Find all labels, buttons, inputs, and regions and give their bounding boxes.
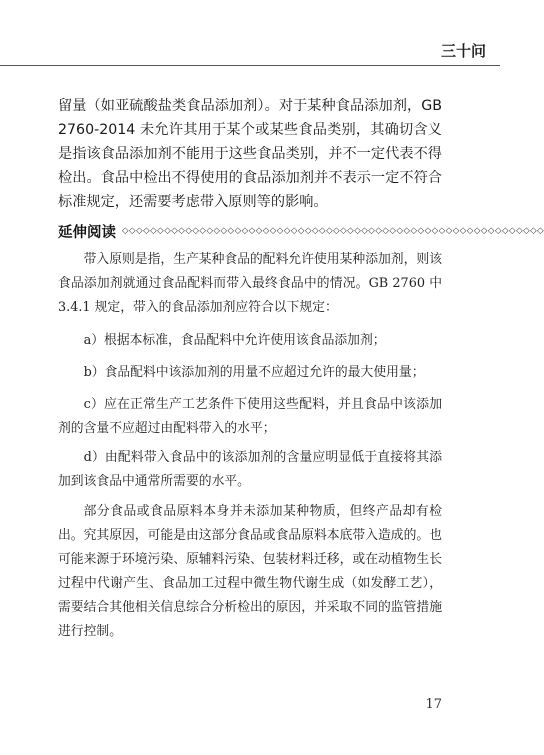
reading-item-b: [58, 361, 442, 385]
page-header: [0, 38, 500, 66]
reading-closing: [58, 500, 442, 644]
reading-item-c: [58, 393, 442, 441]
section-heading: [58, 221, 544, 241]
reading-item-text: a）根据本标准，食品配料中允许使用该食品添加剂；: [83, 333, 386, 348]
page-number: 17: [425, 697, 442, 712]
running-title: 三十问: [440, 42, 486, 60]
diamond-divider: ◇◇◇◇◇◇◇◇◇◇◇◇◇◇◇◇◇◇◇◇◇◇◇◇◇◇◇◇◇◇◇◇◇◇◇◇◇◇◇◇◇◇◇◇◇◇◇◇◇◇◇◇◇◇◇◇◇◇◇◇: [122, 226, 544, 236]
reading-item-text: c）应在正常生产工艺条件下使用这些配料，并且食品中该添加剂的含量不应超过由配料带入的水平；: [58, 397, 442, 436]
reading-item-d: [58, 446, 442, 494]
header-rule: [0, 65, 500, 66]
reading-intro-text: 带入原则是指，生产某种食品的配料允许使用某种添加剂，则该食品添加剂就通过食品配料而带入最终食品中的情况。GB 2760 中 3.4.1 规定，带入的食品添加剂应符合以下规定：: [58, 252, 442, 315]
reading-intro: [58, 248, 442, 320]
reading-item-text: d）由配料带入食品中的该添加剂的含量应明显低于直接将其添加到该食品中通常所需要的水平。: [58, 450, 442, 489]
reading-closing-text: 部分食品或食品原料本身并未添加某种物质，但终产品却有检出。究其原因，可能是由这部分食品或食品原料本底带入造成的。也可能来源于环境污染、原辅料污染、包装材料迁移，或在动植物生长过程中代谢产生、食品加工过程中微生物代谢生成（如发酵工艺），需要结合其他相关信息综合分析检出的原因，并采取不同的监管措施进行控制。: [58, 504, 442, 639]
reading-item-text: b）食品配料中该添加剂的用量不应超过允许的最大使用量；: [83, 365, 425, 380]
body-paragraph: 留量（如亚硫酸盐类食品添加剂）。对于某种食品添加剂，GB 2760-2014 未允许其用于某个或某些食品类别，其确切含义是指该食品添加剂不能用于这些食品类别，并不一定代表不得检出。食品中检出不得使用的食品添加剂并不表示一定不符合标准规定，还需要考虑带入原则等的影响。: [58, 98, 442, 210]
section-title: 延伸阅读: [58, 224, 116, 241]
reading-item-a: [58, 329, 442, 353]
